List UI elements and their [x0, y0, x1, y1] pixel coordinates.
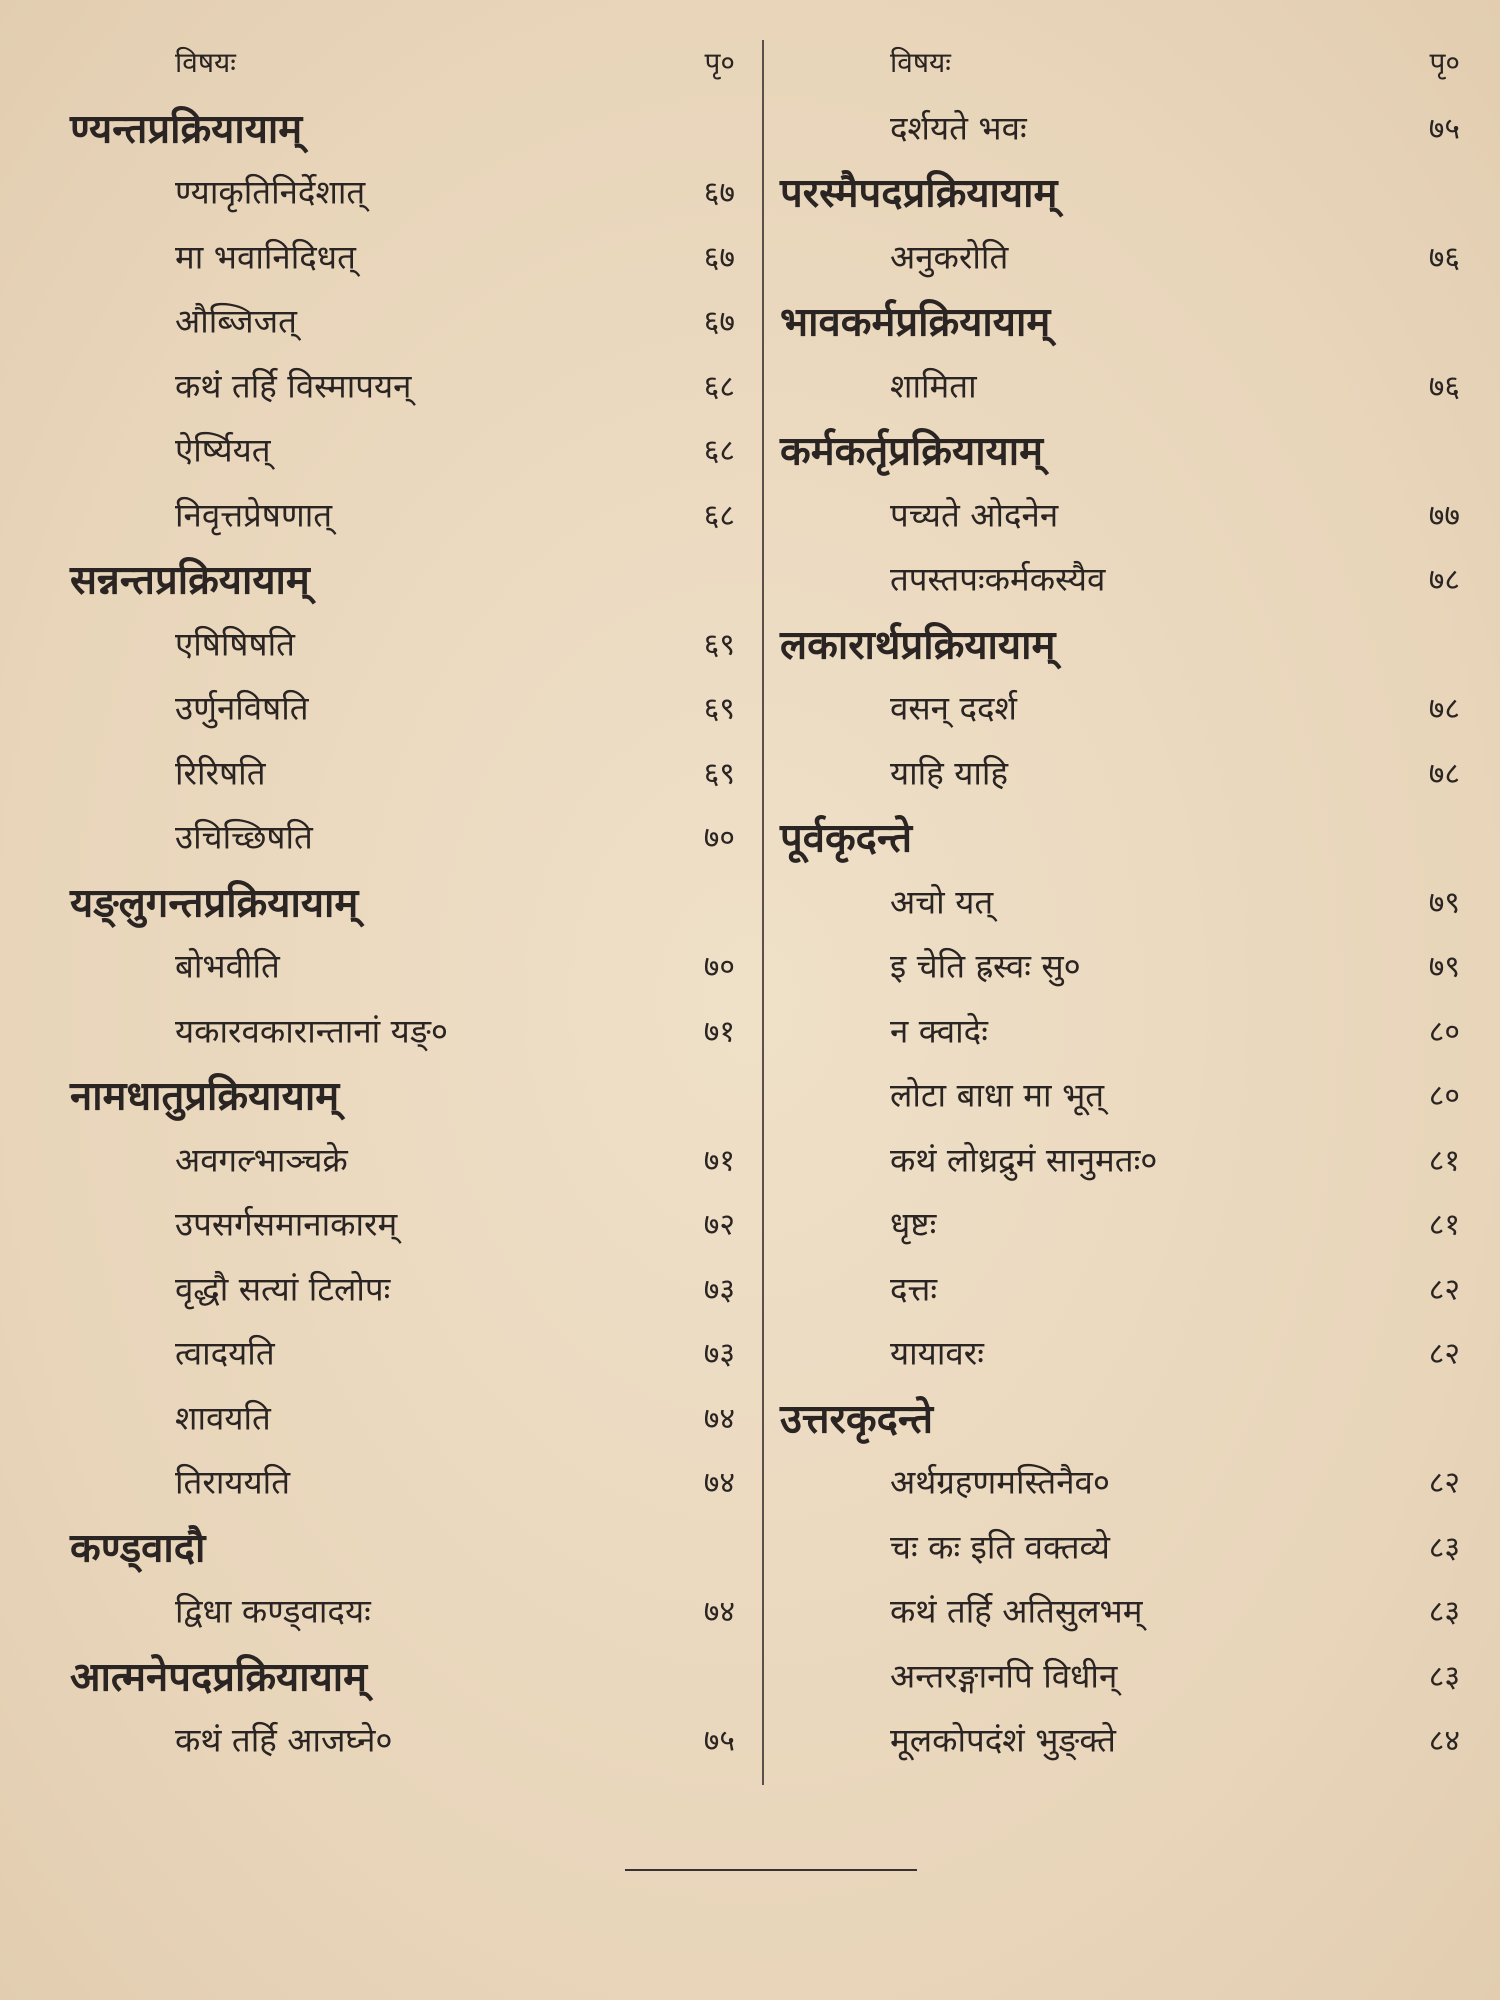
section-heading: [780, 804, 1460, 869]
index-entry: [70, 998, 735, 1063]
page-number: ८३: [1428, 1594, 1460, 1630]
page-number: ७४: [703, 1465, 735, 1501]
section-title: सन्नन्तप्रक्रियायाम्: [70, 557, 310, 604]
entry-text: कथं लोध्रद्रुमं सानुमतः०: [890, 1140, 1158, 1180]
index-entry: [780, 1062, 1460, 1127]
section-heading: [780, 159, 1460, 224]
index-entry: [780, 1191, 1460, 1256]
page-number: ८३: [1428, 1530, 1460, 1566]
index-entry: [70, 1256, 735, 1321]
page-number: ८१: [1428, 1143, 1460, 1179]
index-entry: [780, 224, 1460, 289]
index-entry: [780, 1514, 1460, 1579]
index-entry: [70, 611, 735, 676]
index-entry: [780, 353, 1460, 418]
entry-text: दत्तः: [890, 1269, 937, 1309]
section-title: नामधातुप्रक्रियायाम्: [70, 1073, 340, 1120]
page-number: ६८: [703, 433, 735, 469]
entry-text: द्विधा कण्ड्वादयः: [175, 1591, 371, 1631]
index-entry: [780, 1256, 1460, 1321]
page-number: ८२: [1428, 1336, 1460, 1372]
index-entry: [780, 95, 1460, 160]
subject-label: विषयः: [175, 46, 236, 80]
entry-text: अवगल्भाञ्चक्रे: [175, 1140, 348, 1180]
page-number: ८१: [1428, 1207, 1460, 1243]
page-number: ७४: [703, 1401, 735, 1437]
page-number: ६७: [703, 240, 735, 276]
page-number: ७५: [1428, 111, 1460, 147]
entry-text: यकारवकारान्तानां यङ्०: [175, 1011, 449, 1051]
page-number: ७२: [703, 1207, 735, 1243]
entry-text: मूलकोपदंशं भुङ्क्ते: [890, 1720, 1116, 1760]
page-number: ८०: [1428, 1014, 1460, 1050]
entry-text: शावयति: [175, 1398, 271, 1438]
entry-text: तपस्तपःकर्मकस्यैव: [890, 559, 1106, 599]
page-number: ८२: [1428, 1465, 1460, 1501]
page-number: ७८: [1428, 756, 1460, 792]
section-heading: [70, 546, 735, 611]
section-heading: [70, 1062, 735, 1127]
section-title: परस्मैपदप्रक्रियायाम्: [780, 170, 1058, 217]
page-number: ७७: [1428, 498, 1460, 534]
entry-text: चः कः इति वक्तव्ये: [890, 1527, 1110, 1567]
page-number: ८२: [1428, 1272, 1460, 1308]
section-heading: [780, 417, 1460, 482]
index-entry: [70, 1191, 735, 1256]
entry-text: न क्वादेः: [890, 1011, 988, 1051]
entry-text: उर्णुनविषति: [175, 688, 309, 728]
page-number: ७६: [1428, 240, 1460, 276]
section-title: आत्मनेपदप्रक्रियायाम्: [70, 1654, 368, 1701]
section-title: कण्ड्वादौ: [70, 1525, 206, 1572]
section-heading: [70, 1643, 735, 1708]
page-number: ८०: [1428, 1078, 1460, 1114]
page-number: ७८: [1428, 691, 1460, 727]
page-number: ७९: [1428, 885, 1460, 921]
column-header: [780, 30, 1460, 95]
page-number: ७३: [703, 1336, 735, 1372]
column-header: [70, 30, 735, 95]
section-heading: [70, 95, 735, 160]
entry-text: ऐर्ष्यियत्: [175, 430, 271, 470]
page-number: ६९: [703, 756, 735, 792]
page-number: ७६: [1428, 369, 1460, 405]
entry-text: त्वादयति: [175, 1333, 275, 1373]
index-entry: [70, 675, 735, 740]
column-divider: [762, 40, 764, 1785]
page-number: ७८: [1428, 562, 1460, 598]
index-entry: [70, 482, 735, 547]
index-entry: [780, 1578, 1460, 1643]
page-number: ७०: [703, 820, 735, 856]
index-entry: [780, 1643, 1460, 1708]
page-number: ६९: [703, 691, 735, 727]
entry-text: पच्यते ओदनेन: [890, 495, 1059, 535]
page-number: ७१: [703, 1143, 735, 1179]
index-entry: [70, 1449, 735, 1514]
page-number: ७३: [703, 1272, 735, 1308]
index-entry: [70, 1707, 735, 1772]
entry-text: बोभवीति: [175, 946, 280, 986]
page-label: पृ०: [1429, 46, 1460, 80]
index-entry: [780, 933, 1460, 998]
entry-text: निवृत्तप्रेषणात्: [175, 495, 333, 535]
index-entry: [70, 1127, 735, 1192]
index-entry: [780, 675, 1460, 740]
entry-text: यायावरः: [890, 1333, 984, 1373]
entry-text: कथं तर्हि अतिसुलभम्: [890, 1591, 1143, 1631]
section-title: लकारार्थप्रक्रियायाम्: [780, 622, 1056, 669]
index-entry: [70, 1385, 735, 1450]
index-entry: [780, 740, 1460, 805]
page-number: ७०: [703, 949, 735, 985]
index-entry: [780, 1127, 1460, 1192]
entry-text: मा भवानिदिधत्: [175, 237, 356, 277]
page-number: ८४: [1428, 1723, 1460, 1759]
entry-text: उचिच्छिषति: [175, 817, 313, 857]
index-column-right: [780, 30, 1460, 1772]
index-entry: [70, 159, 735, 224]
index-entry: [780, 1449, 1460, 1514]
entry-text: उपसर्गसमानाकारम्: [175, 1204, 398, 1244]
entry-text: अचो यत्: [890, 882, 994, 922]
bottom-rule: [625, 1869, 917, 1871]
entry-text: वसन् ददर्श: [890, 688, 1017, 728]
entry-text: अनुकरोति: [890, 237, 1009, 277]
index-entry: [780, 998, 1460, 1063]
index-column-left: [70, 30, 735, 1772]
page-number: ६८: [703, 369, 735, 405]
index-entry: [70, 224, 735, 289]
section-heading: [70, 869, 735, 934]
page-number: ७५: [703, 1723, 735, 1759]
page-number: ६८: [703, 498, 735, 534]
page-number: ७१: [703, 1014, 735, 1050]
entry-text: अन्तरङ्गानपि विधीन्: [890, 1656, 1118, 1696]
section-title: कर्मकर्तृप्रक्रियायाम्: [780, 428, 1044, 475]
index-entry: [70, 417, 735, 482]
section-title: ण्यन्तप्रक्रियायाम्: [70, 106, 303, 153]
index-entry: [780, 482, 1460, 547]
section-heading: [780, 288, 1460, 353]
page-number: ८३: [1428, 1659, 1460, 1695]
page-number: ६७: [703, 304, 735, 340]
entry-text: शामिता: [890, 366, 977, 406]
section-title: भावकर्मप्रक्रियायाम्: [780, 299, 1051, 346]
section-title: यङ्लुगन्तप्रक्रियायाम्: [70, 880, 359, 927]
entry-text: रिरिषति: [175, 753, 266, 793]
entry-text: एषिषिषति: [175, 624, 295, 664]
entry-text: लोटा बाधा मा भूत्: [890, 1075, 1105, 1115]
page-number: ७४: [703, 1594, 735, 1630]
entry-text: कथं तर्हि विस्मापयन्: [175, 366, 412, 406]
index-entry: [780, 1320, 1460, 1385]
index-entry: [70, 353, 735, 418]
section-heading: [70, 1514, 735, 1579]
page-number: ६९: [703, 627, 735, 663]
entry-text: धृष्टः: [890, 1204, 937, 1244]
index-entry: [70, 288, 735, 353]
section-title: उत्तरकृदन्ते: [780, 1396, 933, 1443]
section-title: पूर्वकृदन्ते: [780, 815, 913, 862]
entry-text: याहि याहि: [890, 753, 1009, 793]
page-number: ७९: [1428, 949, 1460, 985]
section-heading: [780, 611, 1460, 676]
page-label: पृ०: [704, 46, 735, 80]
entry-text: इ चेति ह्रस्वः सु०: [890, 946, 1081, 986]
section-heading: [780, 1385, 1460, 1450]
entry-text: अर्थग्रहणमस्तिनैव०: [890, 1462, 1111, 1502]
index-entry: [70, 1578, 735, 1643]
entry-text: औब्जिजत्: [175, 301, 297, 341]
entry-text: ण्याकृतिनिर्देशात्: [175, 172, 366, 212]
index-entry: [780, 546, 1460, 611]
index-entry: [70, 1320, 735, 1385]
index-entry: [70, 804, 735, 869]
entry-text: वृद्धौ सत्यां टिलोपः: [175, 1269, 391, 1309]
page-number: ६७: [703, 175, 735, 211]
index-entry: [780, 1707, 1460, 1772]
entry-text: कथं तर्हि आजघ्ने०: [175, 1720, 393, 1760]
entry-text: दर्शयते भवः: [890, 108, 1027, 148]
index-entry: [70, 933, 735, 998]
entry-text: तिराययति: [175, 1462, 291, 1502]
index-entry: [780, 869, 1460, 934]
subject-label: विषयः: [890, 46, 951, 80]
index-entry: [70, 740, 735, 805]
